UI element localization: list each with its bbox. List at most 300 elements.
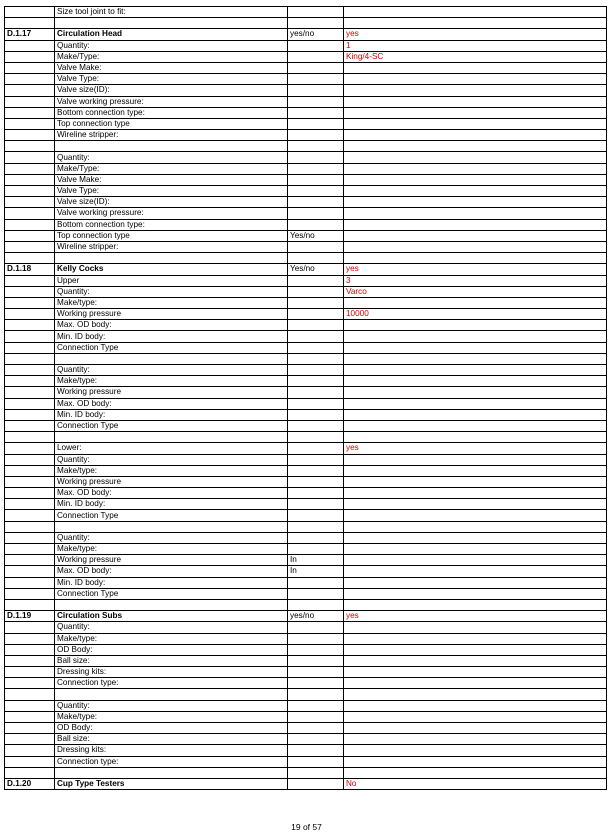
unit-cell	[288, 7, 344, 18]
item-ref-cell	[5, 521, 55, 532]
item-ref-cell	[5, 331, 55, 342]
item-ref-cell	[5, 74, 55, 85]
description-cell: Circulation Subs	[55, 611, 288, 622]
description-cell	[55, 141, 288, 152]
unit-cell	[288, 723, 344, 734]
value-cell: No	[344, 778, 607, 789]
item-ref-cell	[5, 454, 55, 465]
value-cell	[344, 488, 607, 499]
description-cell	[55, 18, 288, 29]
value-cell	[344, 599, 607, 610]
table-row	[5, 577, 607, 588]
unit-cell	[288, 107, 344, 118]
description-cell: Bottom connection type:	[55, 219, 288, 230]
value-cell: King/4-SC	[344, 51, 607, 62]
description-cell: Connection type:	[55, 678, 288, 689]
item-ref-cell	[5, 678, 55, 689]
table-row	[5, 510, 607, 521]
page-number: 19 of 57	[291, 822, 322, 832]
unit-cell	[288, 756, 344, 767]
description-cell: Min. ID body:	[55, 331, 288, 342]
description-cell: Lower:	[55, 443, 288, 454]
description-cell: Ball size:	[55, 734, 288, 745]
unit-cell: Yes/no	[288, 230, 344, 241]
table-row	[5, 40, 607, 51]
description-cell: Quantity:	[55, 532, 288, 543]
description-cell: Quantity:	[55, 622, 288, 633]
table-row	[5, 700, 607, 711]
item-ref-cell	[5, 353, 55, 364]
value-cell	[344, 186, 607, 197]
item-ref-cell	[5, 644, 55, 655]
description-cell: Max. OD body:	[55, 320, 288, 331]
item-ref-cell	[5, 465, 55, 476]
item-ref-cell	[5, 633, 55, 644]
table-row	[5, 532, 607, 543]
value-cell	[344, 767, 607, 778]
description-cell: Quantity:	[55, 700, 288, 711]
item-ref-cell	[5, 51, 55, 62]
table-row	[5, 174, 607, 185]
item-ref-cell	[5, 723, 55, 734]
unit-cell	[288, 342, 344, 353]
unit-cell	[288, 118, 344, 129]
table-row	[5, 566, 607, 577]
description-cell: Quantity:	[55, 40, 288, 51]
unit-cell	[288, 420, 344, 431]
description-cell: Connection Type	[55, 342, 288, 353]
table-row	[5, 51, 607, 62]
unit-cell	[288, 186, 344, 197]
table-row	[5, 488, 607, 499]
description-cell: Make/type:	[55, 711, 288, 722]
description-cell: Quantity:	[55, 454, 288, 465]
value-cell	[344, 353, 607, 364]
table-row	[5, 331, 607, 342]
unit-cell	[288, 331, 344, 342]
table-row	[5, 107, 607, 118]
table-row	[5, 476, 607, 487]
description-cell: Working pressure	[55, 555, 288, 566]
description-cell: Cup Type Testers	[55, 778, 288, 789]
unit-cell	[288, 409, 344, 420]
description-cell: Valve Make:	[55, 62, 288, 73]
unit-cell	[288, 376, 344, 387]
table-row	[5, 689, 607, 700]
table-row	[5, 655, 607, 666]
unit-cell	[288, 689, 344, 700]
item-ref-cell	[5, 756, 55, 767]
value-cell	[344, 655, 607, 666]
description-cell: Wireline stripper:	[55, 241, 288, 252]
unit-cell	[288, 465, 344, 476]
value-cell	[344, 432, 607, 443]
unit-cell	[288, 297, 344, 308]
value-cell	[344, 230, 607, 241]
unit-cell	[288, 286, 344, 297]
description-cell: Connection Type	[55, 510, 288, 521]
unit-cell	[288, 488, 344, 499]
item-ref-cell	[5, 476, 55, 487]
unit-cell	[288, 432, 344, 443]
unit-cell	[288, 208, 344, 219]
value-cell	[344, 219, 607, 230]
table-row	[5, 622, 607, 633]
description-cell: Working pressure	[55, 309, 288, 320]
value-cell	[344, 107, 607, 118]
value-cell	[344, 130, 607, 141]
unit-cell	[288, 510, 344, 521]
unit-cell	[288, 454, 344, 465]
description-cell: Dressing kits:	[55, 745, 288, 756]
table-row	[5, 756, 607, 767]
item-ref-cell	[5, 711, 55, 722]
unit-cell	[288, 18, 344, 29]
item-ref-cell: D.1.20	[5, 778, 55, 789]
description-cell: Quantity:	[55, 286, 288, 297]
item-ref-cell	[5, 118, 55, 129]
description-cell	[55, 599, 288, 610]
description-cell	[55, 689, 288, 700]
unit-cell	[288, 275, 344, 286]
description-cell: Ball size:	[55, 655, 288, 666]
value-cell	[344, 141, 607, 152]
table-row	[5, 365, 607, 376]
item-ref-cell	[5, 376, 55, 387]
description-cell: OD Body:	[55, 723, 288, 734]
description-cell: Connection Type	[55, 588, 288, 599]
unit-cell	[288, 253, 344, 264]
table-row	[5, 633, 607, 644]
table-row	[5, 297, 607, 308]
table-row	[5, 7, 607, 18]
table-row	[5, 555, 607, 566]
description-cell: Dressing kits:	[55, 667, 288, 678]
item-ref-cell	[5, 219, 55, 230]
item-ref-cell	[5, 488, 55, 499]
section-header-row	[5, 29, 607, 40]
table-row	[5, 253, 607, 264]
unit-cell	[288, 599, 344, 610]
description-cell: Connection type:	[55, 756, 288, 767]
table-row	[5, 74, 607, 85]
item-ref-cell	[5, 432, 55, 443]
value-cell	[344, 331, 607, 342]
value-cell	[344, 409, 607, 420]
description-cell: Working pressure	[55, 387, 288, 398]
item-ref-cell	[5, 107, 55, 118]
description-cell: Size tool joint to fit:	[55, 7, 288, 18]
item-ref-cell	[5, 499, 55, 510]
value-cell	[344, 465, 607, 476]
description-cell: Make/Type:	[55, 163, 288, 174]
table-row	[5, 197, 607, 208]
unit-cell	[288, 577, 344, 588]
description-cell: Wireline stripper:	[55, 130, 288, 141]
value-cell	[344, 678, 607, 689]
table-row	[5, 275, 607, 286]
unit-cell	[288, 588, 344, 599]
item-ref-cell	[5, 163, 55, 174]
unit-cell: In	[288, 555, 344, 566]
table-row	[5, 745, 607, 756]
table-row	[5, 118, 607, 129]
item-ref-cell	[5, 241, 55, 252]
item-ref-cell	[5, 510, 55, 521]
item-ref-cell	[5, 599, 55, 610]
item-ref-cell	[5, 342, 55, 353]
value-cell	[344, 174, 607, 185]
description-cell: Connection Type	[55, 420, 288, 431]
item-ref-cell	[5, 420, 55, 431]
value-cell	[344, 152, 607, 163]
unit-cell	[288, 767, 344, 778]
value-cell	[344, 454, 607, 465]
unit-cell	[288, 734, 344, 745]
table-row	[5, 432, 607, 443]
item-ref-cell	[5, 767, 55, 778]
table-row	[5, 499, 607, 510]
item-ref-cell: D.1.17	[5, 29, 55, 40]
table-row	[5, 409, 607, 420]
value-cell	[344, 62, 607, 73]
table-row	[5, 443, 607, 454]
unit-cell	[288, 532, 344, 543]
table-row	[5, 230, 607, 241]
description-cell: Make/Type:	[55, 51, 288, 62]
description-cell: Valve Make:	[55, 174, 288, 185]
value-cell	[344, 297, 607, 308]
value-cell	[344, 163, 607, 174]
table-row	[5, 678, 607, 689]
unit-cell	[288, 443, 344, 454]
description-cell: Make/type:	[55, 297, 288, 308]
unit-cell	[288, 544, 344, 555]
description-cell: Quantity:	[55, 365, 288, 376]
value-cell	[344, 342, 607, 353]
item-ref-cell	[5, 655, 55, 666]
description-cell: Make/type:	[55, 633, 288, 644]
item-ref-cell	[5, 566, 55, 577]
table-row	[5, 18, 607, 29]
description-cell: Valve size(ID):	[55, 85, 288, 96]
unit-cell	[288, 778, 344, 789]
unit-cell	[288, 130, 344, 141]
table-row	[5, 588, 607, 599]
item-ref-cell	[5, 85, 55, 96]
item-ref-cell	[5, 96, 55, 107]
unit-cell	[288, 40, 344, 51]
unit-cell	[288, 398, 344, 409]
item-ref-cell	[5, 544, 55, 555]
item-ref-cell	[5, 230, 55, 241]
item-ref-cell: D.1.19	[5, 611, 55, 622]
unit-cell	[288, 152, 344, 163]
description-cell: Make/type:	[55, 376, 288, 387]
value-cell	[344, 376, 607, 387]
table-row	[5, 186, 607, 197]
value-cell	[344, 711, 607, 722]
description-cell: Kelly Cocks	[55, 264, 288, 275]
description-cell: Make/type:	[55, 544, 288, 555]
description-cell: Make/type:	[55, 465, 288, 476]
section-header-row	[5, 611, 607, 622]
item-ref-cell	[5, 409, 55, 420]
item-ref-cell	[5, 141, 55, 152]
unit-cell	[288, 320, 344, 331]
spec-sheet	[4, 6, 606, 790]
value-cell	[344, 667, 607, 678]
table-row	[5, 454, 607, 465]
table-row	[5, 465, 607, 476]
unit-cell	[288, 309, 344, 320]
description-cell: Max. OD body:	[55, 488, 288, 499]
unit-cell	[288, 353, 344, 364]
table-row	[5, 723, 607, 734]
description-cell: Quantity:	[55, 152, 288, 163]
unit-cell: Yes/no	[288, 264, 344, 275]
value-cell	[344, 521, 607, 532]
unit-cell	[288, 700, 344, 711]
item-ref-cell	[5, 689, 55, 700]
value-cell: 1	[344, 40, 607, 51]
value-cell	[344, 510, 607, 521]
value-cell	[344, 420, 607, 431]
unit-cell	[288, 51, 344, 62]
value-cell	[344, 499, 607, 510]
table-row	[5, 353, 607, 364]
table-row	[5, 309, 607, 320]
unit-cell	[288, 667, 344, 678]
item-ref-cell	[5, 387, 55, 398]
unit-cell	[288, 174, 344, 185]
value-cell: 10000	[344, 309, 607, 320]
table-row	[5, 163, 607, 174]
value-cell	[344, 197, 607, 208]
item-ref-cell	[5, 622, 55, 633]
value-cell	[344, 387, 607, 398]
item-ref-cell	[5, 365, 55, 376]
unit-cell: yes/no	[288, 611, 344, 622]
item-ref-cell	[5, 7, 55, 18]
value-cell	[344, 555, 607, 566]
item-ref-cell	[5, 40, 55, 51]
description-cell: Valve working pressure:	[55, 96, 288, 107]
unit-cell	[288, 74, 344, 85]
description-cell	[55, 353, 288, 364]
value-cell	[344, 365, 607, 376]
description-cell: Valve working pressure:	[55, 208, 288, 219]
table-row	[5, 398, 607, 409]
description-cell: Top connection type	[55, 230, 288, 241]
value-cell	[344, 85, 607, 96]
unit-cell	[288, 633, 344, 644]
table-row	[5, 241, 607, 252]
table-row	[5, 96, 607, 107]
item-ref-cell	[5, 398, 55, 409]
item-ref-cell	[5, 197, 55, 208]
description-cell: OD Body:	[55, 644, 288, 655]
table-row	[5, 387, 607, 398]
value-cell	[344, 544, 607, 555]
description-cell: Top connection type	[55, 118, 288, 129]
value-cell	[344, 96, 607, 107]
spec-table	[4, 6, 607, 790]
unit-cell	[288, 163, 344, 174]
unit-cell	[288, 197, 344, 208]
item-ref-cell	[5, 700, 55, 711]
table-row	[5, 342, 607, 353]
unit-cell	[288, 644, 344, 655]
item-ref-cell	[5, 286, 55, 297]
spec-table-body	[5, 7, 607, 790]
unit-cell	[288, 219, 344, 230]
description-cell: Circulation Head	[55, 29, 288, 40]
item-ref-cell	[5, 62, 55, 73]
item-ref-cell	[5, 320, 55, 331]
unit-cell	[288, 521, 344, 532]
description-cell: Min. ID body:	[55, 409, 288, 420]
item-ref-cell	[5, 18, 55, 29]
unit-cell	[288, 622, 344, 633]
value-cell	[344, 476, 607, 487]
description-cell: Valve size(ID):	[55, 197, 288, 208]
value-cell	[344, 689, 607, 700]
description-cell: Bottom connection type:	[55, 107, 288, 118]
table-row	[5, 208, 607, 219]
item-ref-cell	[5, 532, 55, 543]
unit-cell	[288, 85, 344, 96]
description-cell	[55, 432, 288, 443]
item-ref-cell	[5, 443, 55, 454]
description-cell: Valve Type:	[55, 186, 288, 197]
table-row	[5, 62, 607, 73]
table-row	[5, 599, 607, 610]
value-cell	[344, 398, 607, 409]
unit-cell	[288, 241, 344, 252]
table-row	[5, 219, 607, 230]
item-ref-cell	[5, 152, 55, 163]
item-ref-cell	[5, 577, 55, 588]
item-ref-cell	[5, 130, 55, 141]
unit-cell	[288, 678, 344, 689]
item-ref-cell	[5, 275, 55, 286]
unit-cell	[288, 711, 344, 722]
item-ref-cell	[5, 734, 55, 745]
table-row	[5, 711, 607, 722]
description-cell: Min. ID body:	[55, 499, 288, 510]
description-cell: Min. ID body:	[55, 577, 288, 588]
unit-cell: In	[288, 566, 344, 577]
table-row	[5, 376, 607, 387]
table-row	[5, 420, 607, 431]
value-cell	[344, 74, 607, 85]
table-row	[5, 320, 607, 331]
value-cell	[344, 566, 607, 577]
unit-cell	[288, 655, 344, 666]
value-cell	[344, 633, 607, 644]
item-ref-cell	[5, 208, 55, 219]
value-cell: yes	[344, 611, 607, 622]
description-cell: Working pressure	[55, 476, 288, 487]
table-row	[5, 544, 607, 555]
item-ref-cell	[5, 555, 55, 566]
item-ref-cell	[5, 253, 55, 264]
unit-cell	[288, 365, 344, 376]
value-cell	[344, 577, 607, 588]
value-cell	[344, 18, 607, 29]
value-cell	[344, 241, 607, 252]
